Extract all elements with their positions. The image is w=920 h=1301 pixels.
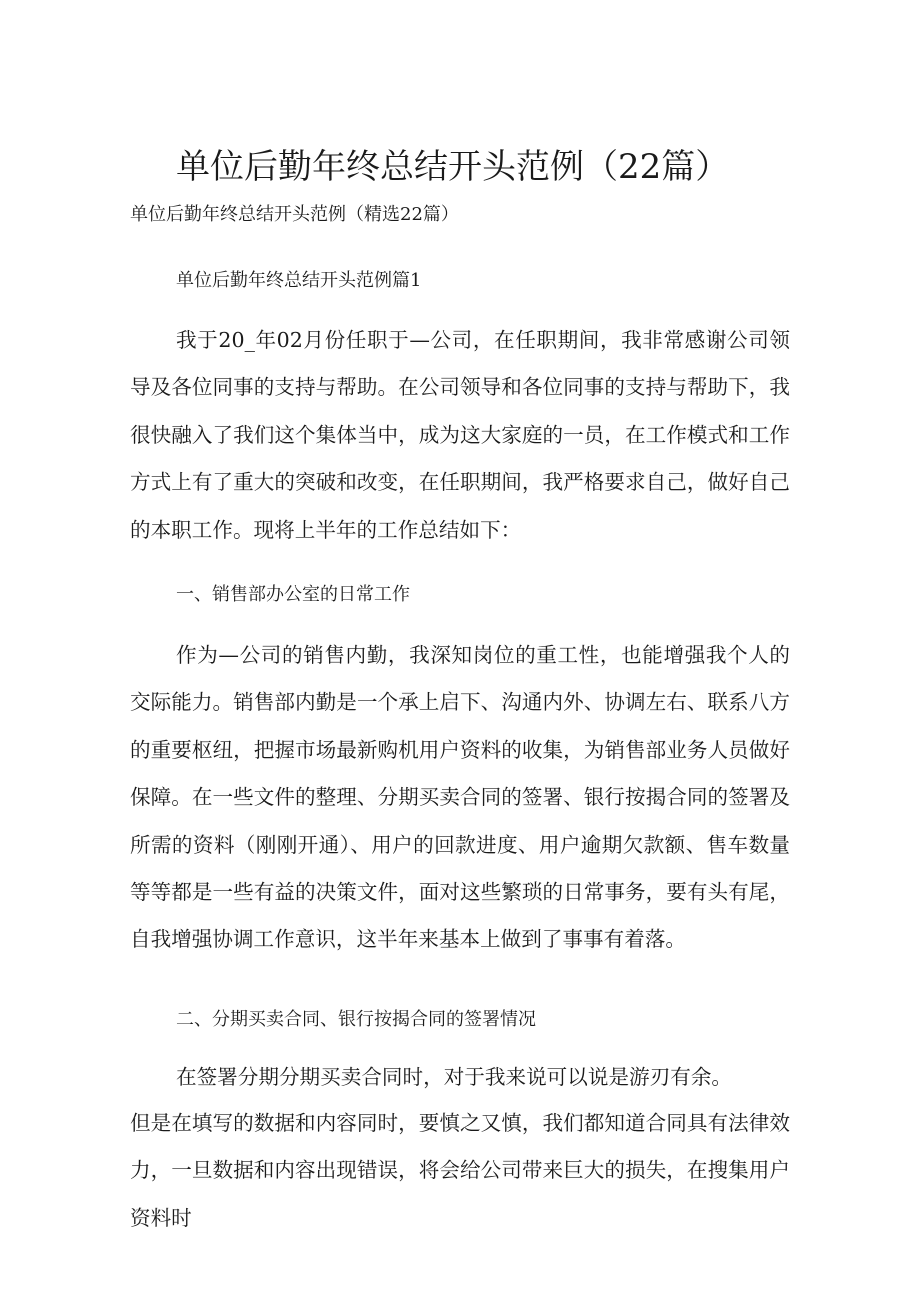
heading-daily-work: 一、销售部办公室的日常工作 <box>176 584 410 605</box>
document-title: 单位后勤年终总结开头范例（22篇） <box>176 147 730 187</box>
section-heading: 单位后勤年终总结开头范例篇1 <box>176 270 422 291</box>
paragraph-contract-first-line: 在签署分期分期买卖合同时，对于我来说可以说是游刃有余。 <box>176 1065 733 1089</box>
paragraph-daily-work: 作为—公司的销售内勤，我深知岗位的重工性，也能增强我个人的交际能力。销售部内勤是一个承上启下、沟通内外、协调左右、联系八方的重要枢纽，把握市场最新购机用户资料的收集，为销售部业务人员做好保障。在一些文件的整理、分期买卖合同的签署、银行按揭合同的签署及所需的资料（刚刚开通）、用户的回款进度、用户逾期欠款额、售车数量等等都是一些有益的决策文件，面对这些繁琐的日常事务，要有头有尾，自我增强协调工作意识，这半年来基本上做到了事事有着落。 <box>130 643 790 952</box>
heading-contract-signing: 二、分期买卖合同、银行按揭合同的签署情况 <box>176 1009 536 1030</box>
paragraph-contract-continued: 但是在填写的数据和内容同时，要慎之又慎，我们都知道合同具有法律效力，一旦数据和内容出现错误，将会给公司带来巨大的损失，在搜集用户资料时 <box>130 1111 790 1230</box>
intro-paragraph: 我于20_年02月份任职于—公司，在任职期间，我非常感谢公司领导及各位同事的支持与帮助。在公司领导和各位同事的支持与帮助下，我很快融入了我们这个集体当中，成为这大家庭的一员，在工作模式和工作方式上有了重大的突破和改变，在任职期间，我严格要求自己，做好自己的本职工作。现将上半年的工作总结如下： <box>130 328 790 542</box>
document-subtitle: 单位后勤年终总结开头范例（精选22篇） <box>130 204 459 225</box>
